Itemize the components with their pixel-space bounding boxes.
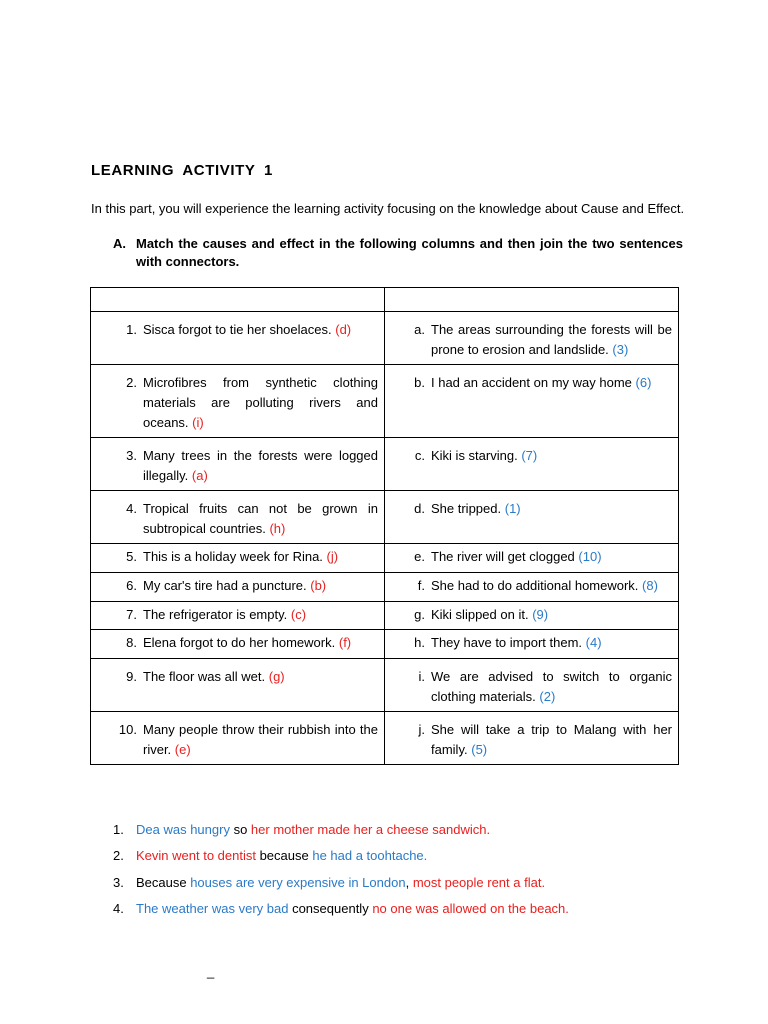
effect-text-block <box>431 499 672 519</box>
effect-number: i. <box>418 669 425 684</box>
effect-item <box>385 659 678 711</box>
table-row <box>91 438 679 491</box>
sentence-number: 1. <box>113 822 124 837</box>
effect-cell <box>385 544 679 573</box>
effect-text-block <box>431 576 672 596</box>
cause-item <box>91 602 384 629</box>
cause-item <box>91 659 384 691</box>
effect-number: j. <box>418 722 425 737</box>
effect-item <box>385 712 678 764</box>
connector-text: Because <box>136 875 191 890</box>
effect-cell <box>385 630 679 659</box>
footer-mark: _ <box>207 964 215 979</box>
cause-answer: (f) <box>338 635 352 650</box>
cause-answer: (i) <box>192 415 204 430</box>
effect-clause: Kevin went to dentist <box>136 848 256 863</box>
effect-answer: (7) <box>521 448 538 463</box>
effect-answer: (6) <box>635 375 652 390</box>
table-row <box>91 312 679 365</box>
effect-cell <box>385 365 679 438</box>
cause-cell <box>91 312 385 365</box>
connector-text: , <box>405 875 413 890</box>
instruction <box>113 235 683 271</box>
effect-text-block <box>431 667 672 707</box>
effect-answer: (3) <box>612 342 629 357</box>
cause-number: 2. <box>126 375 137 390</box>
cause-text: Sisca forgot to tie her shoelaces. <box>143 322 332 337</box>
cause-text: Many trees in the forests were logged illegally. <box>143 448 378 483</box>
effect-answer: (9) <box>532 607 549 622</box>
effect-item <box>385 573 678 600</box>
cause-cell <box>91 659 385 712</box>
cause-answer: (h) <box>269 521 286 536</box>
cause-item <box>91 491 384 543</box>
cause-answer: (j) <box>326 549 339 564</box>
effect-cell <box>385 712 679 765</box>
cause-text: The floor was all wet. <box>143 669 266 684</box>
effect-number: d. <box>414 501 425 516</box>
cause-item <box>91 573 384 600</box>
cause-item <box>91 544 384 571</box>
effect-cell <box>385 602 679 630</box>
sentence-item <box>113 822 490 837</box>
effect-answer: (1) <box>504 501 521 516</box>
effect-answer: (10) <box>578 549 602 564</box>
cause-answer: (e) <box>174 742 191 757</box>
cause-text-block <box>143 446 378 486</box>
cause-number: 4. <box>126 501 137 516</box>
connector-text: so <box>229 822 251 837</box>
cause-cell <box>91 712 385 765</box>
effect-answer: (5) <box>471 742 488 757</box>
cause-text: Tropical fruits can not be grown in subtropical countries. <box>143 501 378 536</box>
cause-item <box>91 438 384 490</box>
cause-text: Microfibres from synthetic clothing materials are polluting rivers and oceans. <box>143 375 378 430</box>
cause-number: 6. <box>126 578 137 593</box>
instruction-text: Match the causes and effect in the following columns and then join the two sentences with connectors. <box>136 236 683 269</box>
cause-number: 3. <box>126 448 137 463</box>
effect-cell <box>385 438 679 491</box>
effect-number: c. <box>414 448 425 463</box>
cause-answer: (d) <box>335 322 352 337</box>
effect-item <box>385 544 678 571</box>
effect-text: She had to do additional homework. <box>431 578 639 593</box>
effect-item <box>385 602 678 629</box>
cause-cell <box>91 491 385 544</box>
table-row <box>91 712 679 765</box>
table-row <box>91 491 679 544</box>
cause-text: Many people throw their rubbish into the river. <box>143 722 378 757</box>
effect-number: g. <box>414 607 425 622</box>
table-header-row <box>91 288 679 312</box>
effect-number: h. <box>414 635 425 650</box>
table-row <box>91 544 679 573</box>
cause-text-block <box>143 605 378 625</box>
cause-answer: (c) <box>290 607 307 622</box>
matching-table <box>90 287 679 765</box>
effect-text-block <box>431 320 672 360</box>
cause-text: This is a holiday week for Rina. <box>143 549 323 564</box>
cause-cell <box>91 544 385 573</box>
connector-text: consequently <box>288 901 373 916</box>
sentence-item <box>113 901 569 916</box>
cause-text-block <box>143 499 378 539</box>
effect-cell <box>385 659 679 712</box>
cause-item <box>91 365 384 437</box>
effect-answer: (8) <box>642 578 658 593</box>
effect-cell <box>385 491 679 544</box>
sentence-number: 3. <box>113 875 124 890</box>
header-cell-effects <box>385 288 679 312</box>
cause-number: 9. <box>126 669 137 684</box>
cause-text: Elena forgot to do her homework. <box>143 635 336 650</box>
cause-answer: (g) <box>268 669 285 684</box>
effect-text-block <box>431 605 672 625</box>
effect-clause: her mother made her a cheese sandwich. <box>250 822 491 837</box>
cause-clause: Dea was hungry <box>136 822 230 837</box>
effect-number: a. <box>414 322 425 337</box>
effect-text: She will take a trip to Malang with her family. <box>431 722 672 757</box>
cause-number: 7. <box>126 607 137 622</box>
cause-number: 5. <box>126 549 137 564</box>
cause-text-block <box>143 720 378 760</box>
header-cell-causes <box>91 288 385 312</box>
sentence-item <box>113 875 545 890</box>
cause-item <box>91 312 384 344</box>
effect-number: b. <box>414 375 425 390</box>
effect-text: I had an accident on my way home <box>431 375 632 390</box>
cause-cell <box>91 365 385 438</box>
cause-number: 10. <box>118 722 137 737</box>
cause-answer: (a) <box>191 468 208 483</box>
effect-text-block <box>431 633 672 653</box>
effect-text-block <box>431 720 672 760</box>
effect-clause: no one was allowed on the beach. <box>372 901 569 916</box>
cause-text-block <box>143 547 378 567</box>
effect-cell <box>385 573 679 602</box>
cause-clause: he had a toohtache. <box>312 848 428 863</box>
cause-item <box>91 712 384 764</box>
sentence-number: 2. <box>113 848 124 863</box>
instruction-label: A. <box>113 236 126 251</box>
cause-item <box>91 630 384 657</box>
intro-paragraph: In this part, you will experience the learning activity focusing on the knowledge about Cause and Effect. <box>91 201 685 216</box>
cause-text-block <box>143 633 378 653</box>
effect-text: We are advised to switch to organic clothing materials. <box>431 669 672 704</box>
cause-answer: (b) <box>310 578 327 593</box>
effect-text-block <box>431 547 672 567</box>
effect-item <box>385 630 678 657</box>
effect-item <box>385 365 678 397</box>
table-row <box>91 630 679 659</box>
cause-number: 1. <box>126 322 137 337</box>
page-title: LEARNING ACTIVITY 1 <box>91 162 273 179</box>
cause-cell <box>91 438 385 491</box>
cause-text: My car's tire had a puncture. <box>143 578 307 593</box>
table-row <box>91 365 679 438</box>
cause-text-block <box>143 576 378 596</box>
cause-text-block <box>143 667 378 687</box>
effect-answer: (4) <box>585 635 602 650</box>
table-row <box>91 573 679 602</box>
effect-number: e. <box>414 549 425 564</box>
effect-text: She tripped. <box>431 501 502 516</box>
effect-answer: (2) <box>539 689 556 704</box>
table-row <box>91 602 679 630</box>
cause-clause: houses are very expensive in London <box>190 875 406 890</box>
cause-clause: The weather was very bad <box>136 901 289 916</box>
effect-text-block <box>431 373 672 393</box>
cause-text-block <box>143 320 378 340</box>
effect-cell <box>385 312 679 365</box>
effect-item <box>385 312 678 364</box>
effect-text-block <box>431 446 672 466</box>
effect-text: The river will get clogged <box>431 549 575 564</box>
sentence-number: 4. <box>113 901 124 916</box>
table-row <box>91 659 679 712</box>
effect-text: They have to import them. <box>431 635 583 650</box>
effect-number: f. <box>417 578 425 593</box>
cause-cell <box>91 573 385 602</box>
connector-text: because <box>255 848 313 863</box>
cause-text-block <box>143 373 378 433</box>
effect-text: Kiki slipped on it. <box>431 607 529 622</box>
sentence-item <box>113 848 427 863</box>
effect-text: The areas surrounding the forests will be prone to erosion and landslide. <box>431 322 672 357</box>
cause-cell <box>91 630 385 659</box>
effect-item <box>385 438 678 470</box>
cause-text: The refrigerator is empty. <box>143 607 288 622</box>
cause-number: 8. <box>126 635 137 650</box>
cause-cell <box>91 602 385 630</box>
effect-clause: most people rent a flat. <box>412 875 546 890</box>
effect-text: Kiki is starving. <box>431 448 518 463</box>
effect-item <box>385 491 678 523</box>
